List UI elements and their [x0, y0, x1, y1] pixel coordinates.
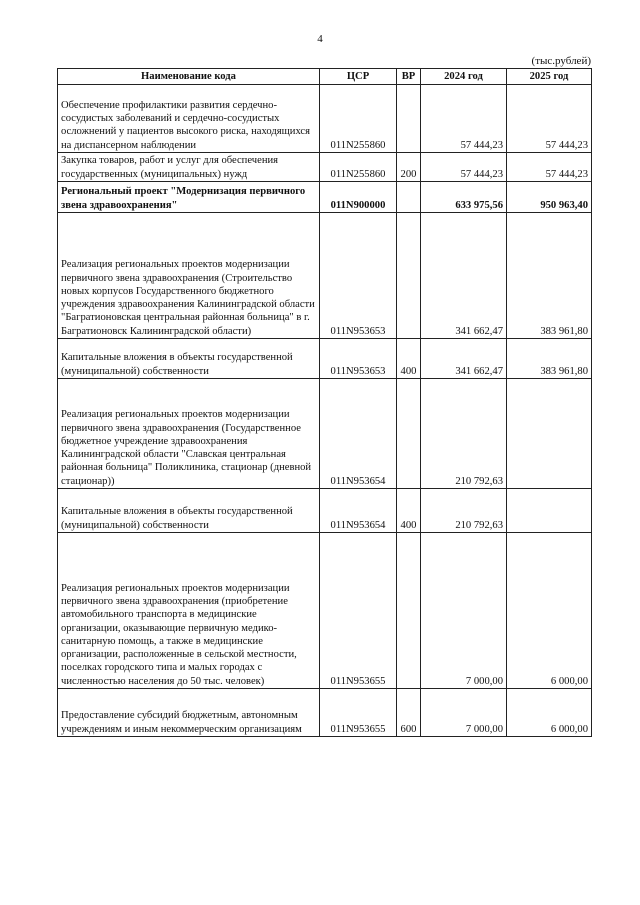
row-vr: 200 — [397, 153, 421, 182]
row-name: Реализация региональных проектов модернизации первичного звена здравоохранения (приобретение автомобильного транспорта в медицинские организации, оказывающие первичную медико-санитарную помощь, а также в медицинские организации, расположенные в сельской местности, поселках городского типа и малых городах с численностью населения до 50 тыс. человек) — [58, 533, 320, 689]
header-name: Наименование кода — [58, 69, 320, 85]
row-name: Закупка товаров, работ и услуг для обеспечения государственных (муниципальных) нужд — [58, 153, 320, 182]
table-row — [58, 182, 592, 213]
row-vr: 600 — [397, 689, 421, 737]
row-2025: 383 961,80 — [507, 339, 592, 379]
table-row — [58, 213, 592, 339]
row-vr — [397, 533, 421, 689]
table-row — [58, 689, 592, 737]
row-code: 011N255860 — [320, 85, 397, 153]
row-name: Капитальные вложения в объекты государственной (муниципальной) собственности — [58, 339, 320, 379]
row-code: 011N953655 — [320, 689, 397, 737]
row-code: 011N953653 — [320, 213, 397, 339]
table-row — [58, 489, 592, 533]
row-2025: 57 444,23 — [507, 153, 592, 182]
row-2024: 210 792,63 — [421, 379, 507, 489]
row-vr: 400 — [397, 339, 421, 379]
table-row — [58, 85, 592, 153]
row-2025: 57 444,23 — [507, 85, 592, 153]
row-2024: 341 662,47 — [421, 339, 507, 379]
row-code: 011N255860 — [320, 153, 397, 182]
row-code: 011N953654 — [320, 489, 397, 533]
table-row — [58, 153, 592, 182]
row-2025 — [507, 379, 592, 489]
table-row — [58, 379, 592, 489]
row-name: Реализация региональных проектов модернизации первичного звена здравоохранения (Государственное бюджетное учреждение здравоохранения Калининградской области "Славская центральная районная больница" Поликлиника, стационар (дневной стационар)) — [58, 379, 320, 489]
table-row — [58, 339, 592, 379]
row-vr — [397, 213, 421, 339]
budget-table — [57, 68, 592, 737]
row-code: 011N953655 — [320, 533, 397, 689]
row-code: 011N900000 — [320, 182, 397, 213]
row-name: Обеспечение профилактики развития сердечно-сосудистых заболеваний и сердечно-сосудистых осложнений у пациентов высокого риска, находящихся на диспансерном наблюдении — [58, 85, 320, 153]
header-2024: 2024 год — [421, 69, 507, 85]
row-2025 — [507, 489, 592, 533]
row-2024: 210 792,63 — [421, 489, 507, 533]
header-vr: ВР — [397, 69, 421, 85]
header-2025: 2025 год — [507, 69, 592, 85]
table-row — [58, 533, 592, 689]
row-2025: 383 961,80 — [507, 213, 592, 339]
row-code: 011N953654 — [320, 379, 397, 489]
page-number: 4 — [317, 33, 323, 45]
row-2024: 57 444,23 — [421, 153, 507, 182]
row-name: Региональный проект "Модернизация первичного звена здравоохранения" — [58, 182, 320, 213]
row-vr — [397, 379, 421, 489]
row-2024: 7 000,00 — [421, 533, 507, 689]
row-2024: 7 000,00 — [421, 689, 507, 737]
row-2024: 57 444,23 — [421, 85, 507, 153]
row-2025: 6 000,00 — [507, 533, 592, 689]
row-vr: 400 — [397, 489, 421, 533]
header-csr: ЦСР — [320, 69, 397, 85]
row-vr — [397, 182, 421, 213]
row-2024: 633 975,56 — [421, 182, 507, 213]
row-2024: 341 662,47 — [421, 213, 507, 339]
row-2025: 950 963,40 — [507, 182, 592, 213]
units-note: (тыс.рублей) — [531, 55, 591, 67]
row-code: 011N953653 — [320, 339, 397, 379]
row-name: Предоставление субсидий бюджетным, автономным учреждениям и иным некоммерческим организациям — [58, 689, 320, 737]
table-header-row — [58, 69, 592, 85]
row-name: Капитальные вложения в объекты государственной (муниципальной) собственности — [58, 489, 320, 533]
row-vr — [397, 85, 421, 153]
row-2025: 6 000,00 — [507, 689, 592, 737]
row-name: Реализация региональных проектов модернизации первичного звена здравоохранения (Строительство новых корпусов Государственного бюджетного учреждения здравоохранения Калининградской области "Багратионовская центральная районная больница" в г. Багратионовск Калининградской области) — [58, 213, 320, 339]
